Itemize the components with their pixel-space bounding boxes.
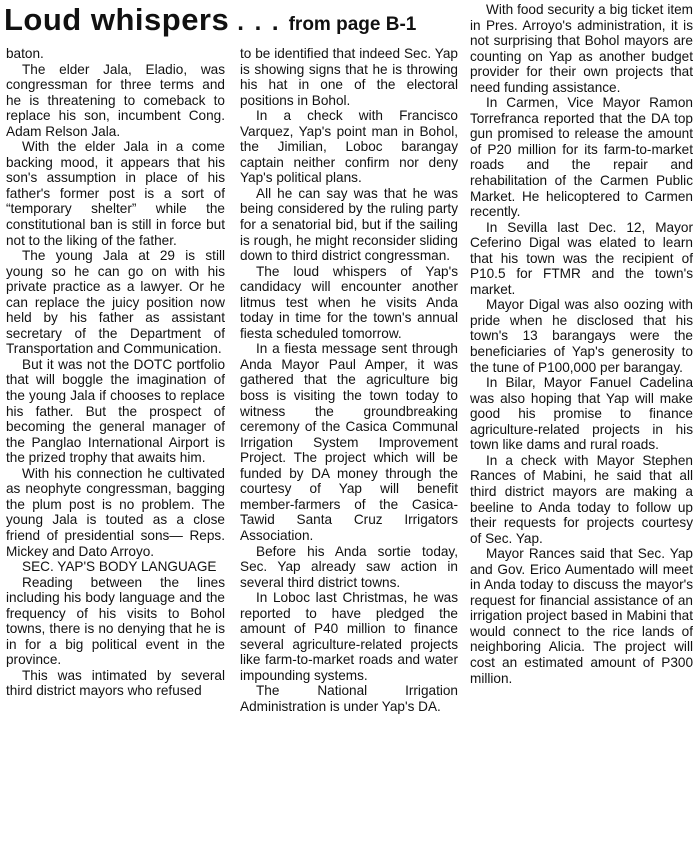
paragraph: The elder Jala, Eladio, was congressman for three terms and he is threatening to comeback to replace his son, incumbent Cong. Adam Relson Jala. [6,61,225,139]
paragraph: With food security a big ticket item in Pres. Arroyo's administration, it is not surprising that Bohol mayors are counting on Yap as another budget provider for their own projects that need funding assistance. [470,2,693,95]
article-column-2 [240,46,458,851]
paragraph: All he can say was that he was being considered by the ruling party for a senatorial bid, but if the sailing is rough, he might reconsider sliding down to third district congressman. [240,185,458,264]
paragraph: In Bilar, Mayor Fanuel Cadelina was also hoping that Yap will make good his promise to finance agriculture-related projects in his town like dams and rural roads. [470,375,693,453]
paragraph: But it was not the DOTC portfolio that will boggle the imagination of the young Jala if chooses to replace his father. But the prospect of becoming the general manager of the Panglao International Airport is the prized trophy that awaits him. [6,356,225,466]
paragraph: Mayor Rances said that Sec. Yap and Gov. Erico Aumentado will meet in Anda today to discuss the mayor's request for financial assistance of an irrigation project based in Mabini that would connect to the rice lands of neighboring Alicia. The project will cost an estimated amount of P300 million. [470,546,693,686]
paragraph: The young Jala at 29 is still young so he can go on with his private practice as a lawyer. Or he can replace the juicy position now held by his father as assistant secretary of the Department of Transportation and Communication. [6,248,225,357]
paragraph: In Loboc last Christmas, he was reported to have pledged the amount of P40 million to finance several agriculture-related projects like farm-to-market roads and water impounding systems. [240,590,458,683]
paragraph: In a fiesta message sent through Anda Mayor Paul Amper, it was gathered that the agriculture big boss is visiting the town today to witness the groundbreaking ceremony of the Casica Communal Irrigation System Improvement Project. The project which will be funded by DA money through the courtesy of Yap will benefit member-farmers of the Casica-Tawid Santa Cruz Irrigators Association. [240,341,458,543]
paragraph: The loud whispers of Yap's candidacy will encounter another litmus test when he visits Anda today in time for the town's annual fiesta scheduled tomorrow. [240,263,458,341]
paragraph: With the elder Jala in a come backing mood, it appears that his son's assumption in place of his father's former post is a sort of “temporary shelter” while the constitutional ban is still in force but not to the liking of the father. [6,139,225,248]
section-subhead: SEC. YAP'S BODY LANGUAGE [22,559,217,575]
paragraph: In a check with Francisco Varquez, Yap's point man in Bohol, the Jimilian, Loboc barangay captain neither confirm nor deny Yap's political plans. [240,108,458,186]
paragraph: In Sevilla last Dec. 12, Mayor Ceferino Digal was elated to learn that his town was the recipient of P10.5 for FTMR and the town's market. [470,219,693,297]
article-column-1 [6,46,225,846]
headline [4,2,474,42]
paragraph: This was intimated by several third district mayors who refused [6,667,225,699]
article-column-3 [470,2,693,847]
headline-ellipsis: . . . [237,9,281,36]
paragraph: In Carmen, Vice Mayor Ramon Torrefranca reported that the DA top gun promised to release the amount of P20 million for its farm-to-market roads and the repair and rehabilitation of the Carmen Public Market. He helicoptered to Carmen recently. [470,95,693,220]
paragraph: Mayor Digal was also oozing with pride when he disclosed that his town's 13 barangays were the beneficiaries of Yap's generosity to the tune of P100,000 per barangay. [470,297,693,375]
paragraph: Before his Anda sortie today, Sec. Yap already saw action in several third district towns. [240,543,458,590]
paragraph: to be identified that indeed Sec. Yap is showing signs that he is throwing his hat in one of the electoral positions in Bohol. [240,46,458,108]
paragraph: With his connection he cultivated as neophyte congressman, bagging the plum post is no problem. The young Jala is touted as a close friend of presidential sons— Reps. Mickey and Dato Arroyo. [6,465,225,559]
headline-continuation: from page B-1 [288,14,417,35]
headline-main: Loud whispers [4,2,230,37]
paragraph: Reading between the lines including his body language and the frequency of his visits to Bohol towns, there is no denying that he is in for a big political event in the province. [6,574,225,668]
paragraph: In a check with Mayor Stephen Rances of Mabini, he said that all third district mayors are making a beeline to Anda today to follow up their requests for projects courtesy of Sec. Yap. [470,452,693,546]
paragraph: baton. [6,46,44,61]
paragraph: The National Irrigation Administration is under Yap's DA. [240,683,458,714]
